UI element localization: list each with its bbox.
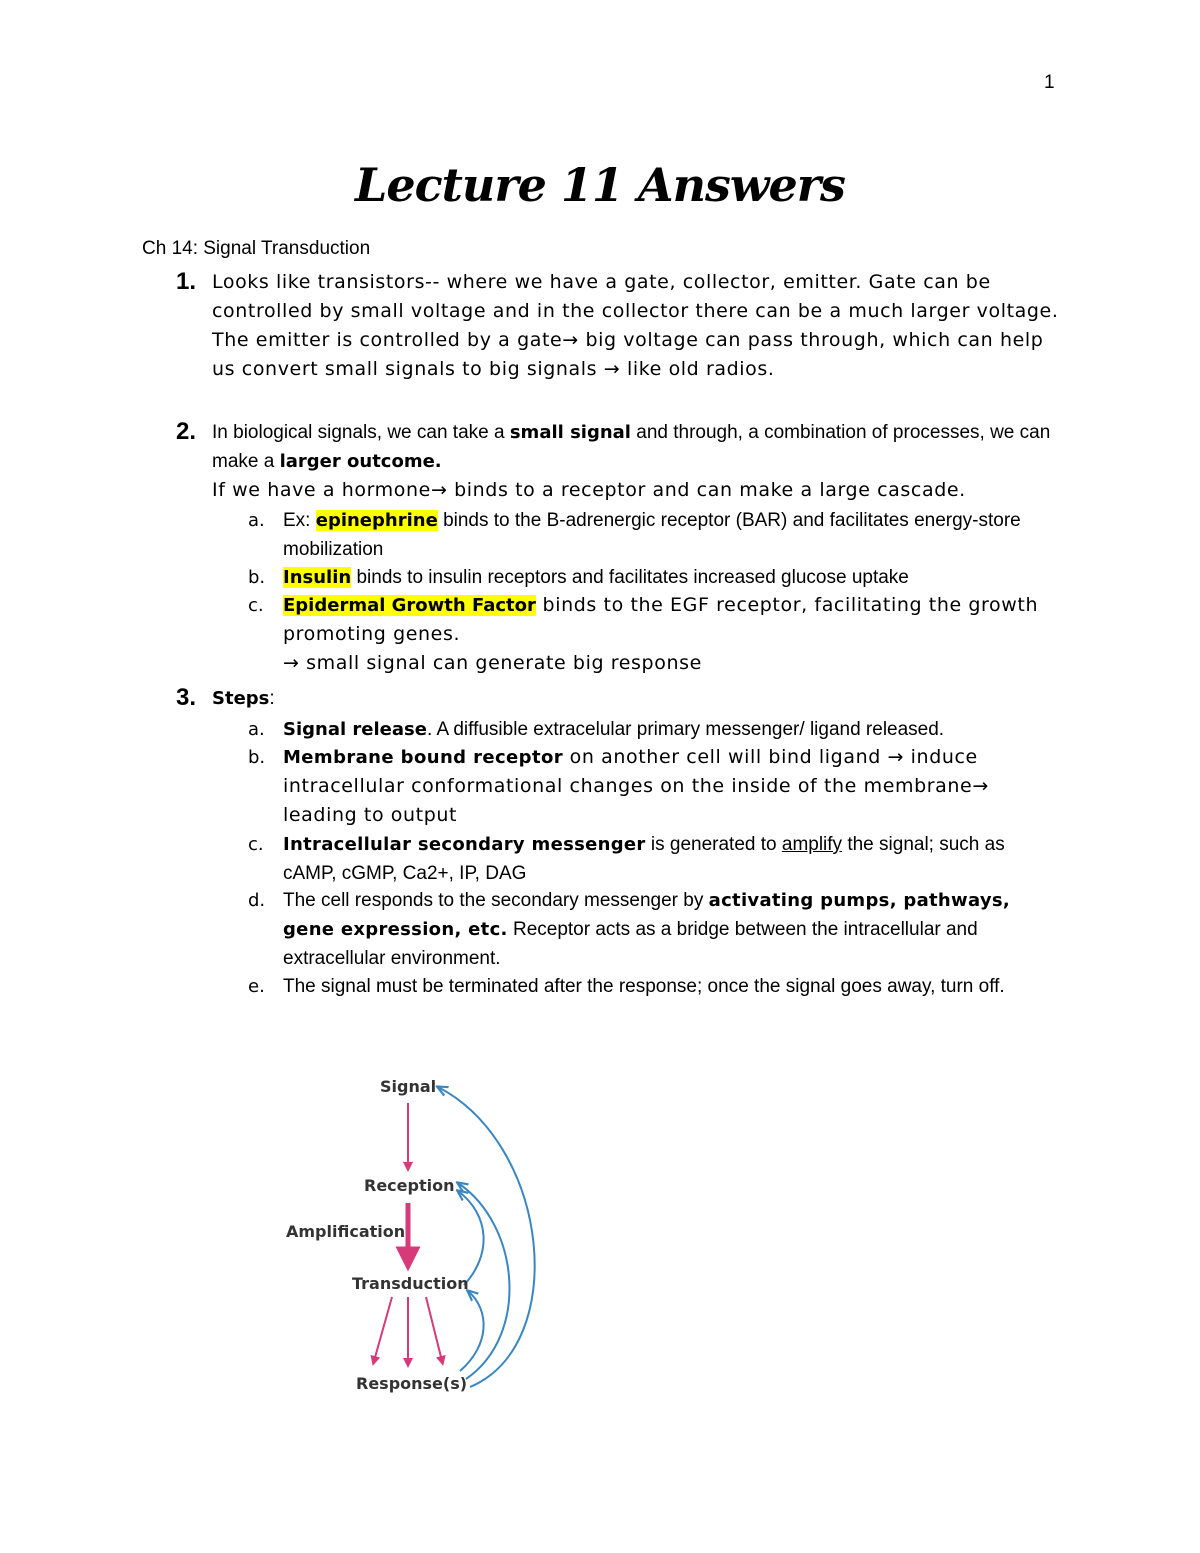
item-2-body [212, 418, 1072, 505]
bold-secondary-messenger: Intracellular secondary messenger [283, 834, 646, 855]
text-run: binds to insulin receptors and facilitates increased glucose uptake [351, 567, 909, 588]
item-2c-arrow-line: → small signal can generate big response [283, 652, 702, 674]
item-3d-text [283, 886, 1063, 973]
sub-letter: a. [248, 510, 265, 531]
sub-letter: c. [248, 834, 264, 855]
sub-letter: a. [248, 719, 265, 740]
item-3-heading [212, 684, 1072, 713]
item-3e-text: The signal must be terminated after the response; once the signal goes away, turn off. [283, 976, 1005, 997]
item-1-number: 1. [176, 268, 197, 295]
bold-membrane-receptor: Membrane bound receptor [283, 747, 563, 768]
item-3a-text [283, 715, 1063, 744]
text-run: binds to the B-adrenergic receptor (BAR) and facilitates energy-store mobilization [283, 510, 1021, 560]
sub-letter: b. [248, 567, 266, 588]
bold-activating: activating pumps, pathways, gene expression, etc. [283, 890, 1011, 940]
diagram-label-signal: Signal [380, 1077, 437, 1096]
diagram-label-transduction: Transduction [352, 1274, 469, 1293]
text-run: is generated to [645, 834, 782, 855]
item-2a-text [283, 506, 1063, 564]
diagram-label-reception: Reception [364, 1176, 455, 1195]
sub-letter: c. [248, 595, 264, 616]
page-number: 1 [1044, 72, 1055, 93]
arrow-transduction-to-response-left [374, 1297, 392, 1361]
text-run: and through, a combination of processes, we can make a [212, 422, 1051, 472]
item-2b-text [283, 563, 1063, 592]
page-title: Lecture 11 Answers [355, 158, 845, 212]
feedback-arrow-to-transduction [460, 1291, 484, 1371]
steps-heading: Steps [212, 688, 270, 709]
diagram-label-responses: Response(s) [356, 1374, 468, 1393]
item-3c-text [283, 830, 1063, 888]
item-3b-text [283, 743, 1063, 830]
item-3-number: 3. [176, 684, 197, 711]
highlight-epinephrine: epinephrine [315, 510, 438, 531]
text-run: on another cell will bind ligand → induce intracellular conformational changes on the inside of the membrane→ leading to output [283, 746, 989, 826]
sub-letter: d. [248, 890, 266, 911]
item-2c-text [283, 591, 1063, 649]
text-run: Ex: [283, 510, 316, 531]
chapter-heading: Ch 14: Signal Transduction [142, 238, 371, 259]
item-1-text: Looks like transistors-- where we have a gate, collector, emitter. Gate can be controlled by small voltage and in the collector there can be a much larger voltage. The emitter is controlled by a gate→ big voltage can pass through, which can help us convert small signals to big signals → like old radios. [212, 271, 1059, 380]
highlight-insulin: Insulin [283, 567, 352, 588]
text-run: Receptor acts as a bridge between the intracellular and extracellular environment. [283, 919, 978, 969]
sub-letter: e. [248, 976, 265, 997]
diagram-label-amplification: Amplification [286, 1222, 406, 1241]
signal-transduction-diagram [280, 1065, 560, 1405]
feedback-arrow-to-signal [438, 1087, 535, 1387]
bold-larger-outcome: larger outcome. [279, 451, 442, 472]
item-2-paragraph [212, 418, 1072, 476]
bold-small-signal: small signal [509, 422, 631, 443]
underline-amplify: amplify [781, 834, 843, 855]
text-run: binds to the EGF receptor, facilitating the growth promoting genes. [283, 594, 1039, 645]
item-2-cascade-line: If we have a hormone→ binds to a receptor and can make a large cascade. [212, 479, 966, 501]
sub-letter: b. [248, 747, 266, 768]
bold-signal-release: Signal release [283, 719, 427, 740]
item-2-number: 2. [176, 418, 197, 445]
feedback-arrow-to-reception-inner [458, 1191, 484, 1285]
highlight-egf: Epidermal Growth Factor [283, 595, 536, 616]
text-run: . A diffusible extracelular primary messenger/ ligand released. [426, 719, 945, 740]
text-run: In biological signals, we can take a [212, 422, 510, 443]
text-run: The cell responds to the secondary messenger by [283, 890, 709, 911]
arrow-transduction-to-response-right [426, 1297, 442, 1361]
text-run: the signal; such as cAMP, cGMP, Ca2+, IP, DAG [283, 834, 1005, 884]
text-run: : [269, 688, 275, 709]
